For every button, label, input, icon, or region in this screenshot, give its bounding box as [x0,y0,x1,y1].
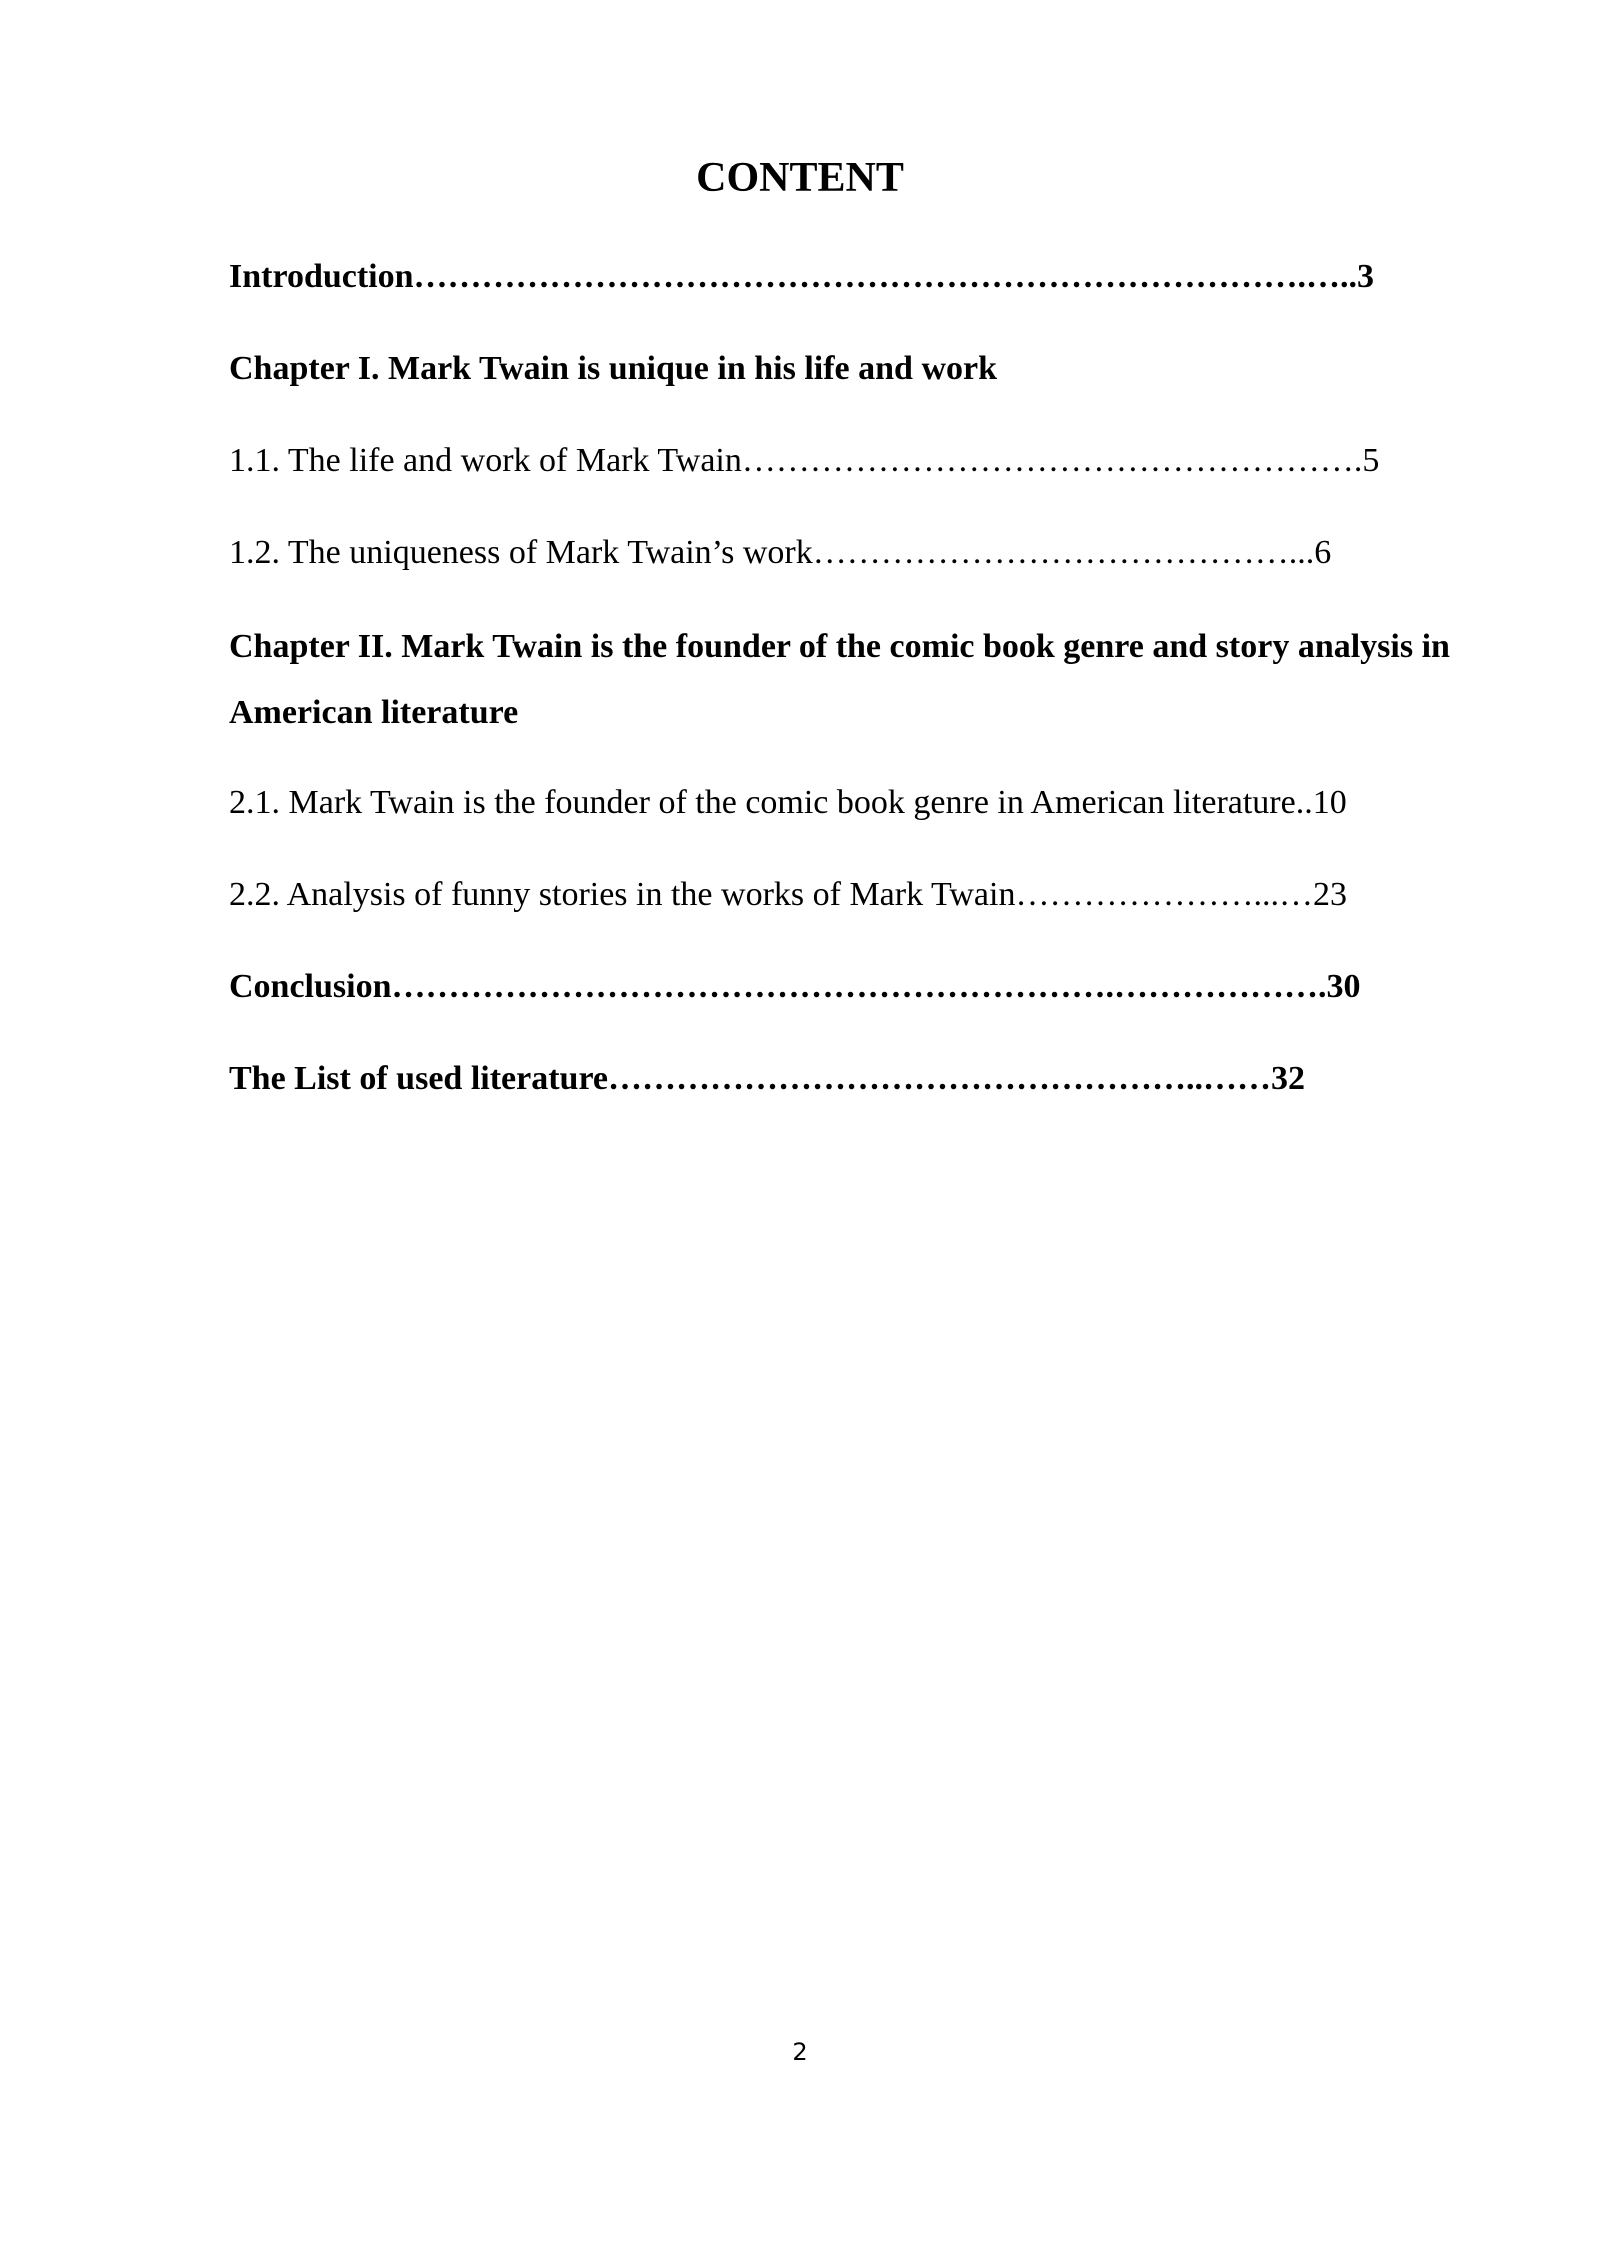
toc-entry-chapter-2: Chapter II. Mark Twain is the founder of the comic book genre and story analysis in American literature [229,628,1450,731]
page-number: 2 [792,2038,808,2066]
toc-entry-conclusion: Conclusion……………………………………………………….……………….30 [229,968,1361,1005]
toc-entry-literature: The List of used literature……………………………………………..……32 [229,1060,1306,1097]
toc-entry-1-1: 1.1. The life and work of Mark Twain……………………………………………….5 [229,442,1380,479]
toc-entry-1-2: 1.2. The uniqueness of Mark Twain’s work……………………………………...6 [229,534,1332,571]
toc-entry-chapter-1: Chapter I. Mark Twain is unique in his life and work [229,350,998,387]
page-title: CONTENT [696,155,904,201]
toc-entry-introduction: Introduction…………………………………………………………………….…..3 [229,258,1375,295]
toc-entry-2-1: 2.1. Mark Twain is the founder of the comic book genre in American literature..10 [229,784,1347,821]
toc-entry-2-2: 2.2. Analysis of funny stories in the works of Mark Twain…………………...…23 [229,876,1347,913]
